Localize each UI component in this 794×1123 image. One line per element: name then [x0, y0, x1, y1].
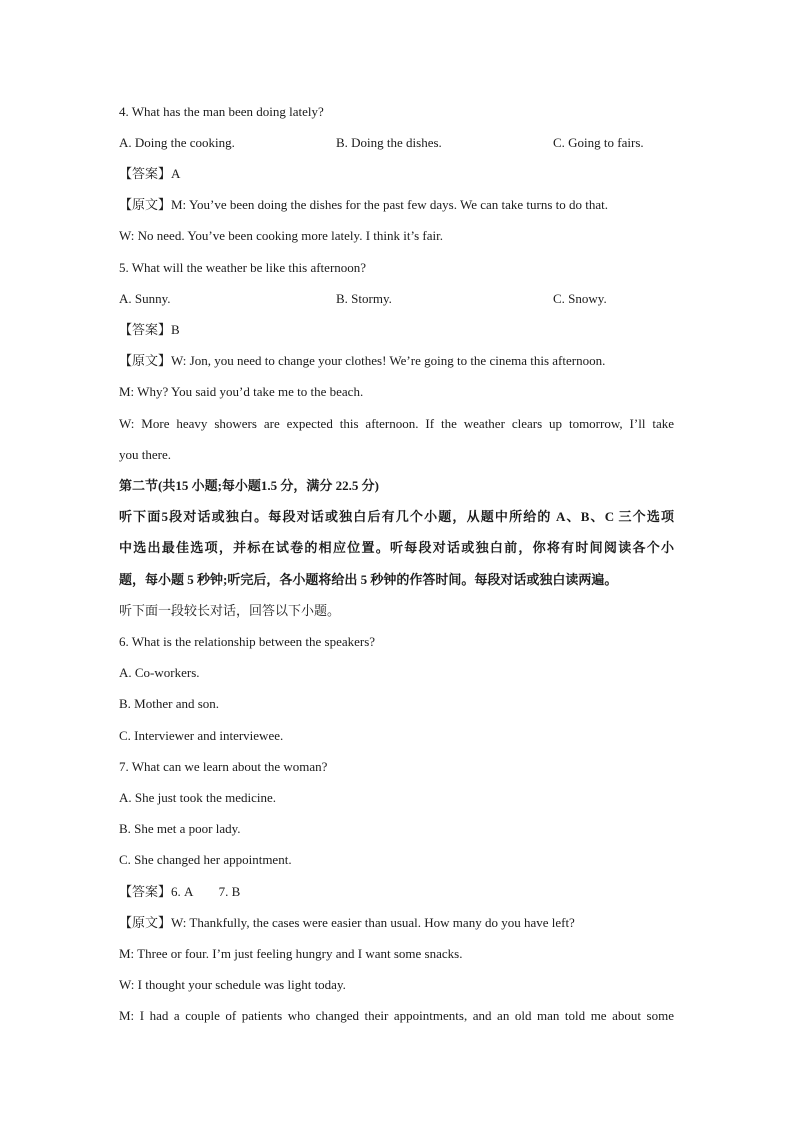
q6-option-b: B. Mother and son. — [119, 696, 220, 711]
question-5: 5. What will the weather be like this afternoon? — [119, 260, 367, 275]
q7-option-a: A. She just took the medicine. — [119, 790, 277, 805]
q5-transcript-line-3: W: More heavy showers are expected this afternoon. If the weather clears up tomorrow, I’ll take — [119, 416, 674, 431]
question-4: 4. What has the man been doing lately? — [119, 104, 324, 119]
q7-option-c: C. She changed her appointment. — [119, 852, 292, 867]
transcript-line-2: M: Three or four. I’m just feeling hungry and I want some snacks. — [119, 946, 463, 961]
section-2-instructions-1: 听下面5段对话或独白。每段对话或独白后有几个小题，从题中所给的 A、B、C 三个选项 — [119, 509, 674, 524]
q5-option-a: A. Sunny. — [119, 291, 171, 306]
q5-transcript-line-1: 【原文】W: Jon, you need to change your clothes! We’re going to the cinema this afternoon. — [119, 353, 606, 368]
q6-option-a: A. Co-workers. — [119, 665, 200, 680]
q5-option-b: B. Stormy. — [336, 291, 392, 306]
q5-option-c: C. Snowy. — [553, 291, 607, 306]
q5-transcript-line-4: you there. — [119, 447, 171, 462]
q5-answer: 【答案】B — [119, 322, 180, 337]
q4-option-c: C. Going to fairs. — [553, 135, 644, 150]
section-2-instructions-3: 题，每小题 5 秒钟;听完后，各小题将给出 5 秒钟的作答时间。每段对话或独白读两遍。 — [119, 572, 618, 587]
q5-transcript-line-2: M: Why? You said you’d take me to the beach. — [119, 384, 364, 399]
q4-answer: 【答案】A — [119, 166, 181, 181]
answers-6-7: 【答案】6. A 7. B — [119, 884, 241, 899]
q4-option-b: B. Doing the dishes. — [336, 135, 442, 150]
transcript-line-3: W: I thought your schedule was light today. — [119, 977, 346, 992]
transcript-line-4: M: I had a couple of patients who changed their appointments, and an old man told me about some — [119, 1008, 674, 1023]
q4-option-a: A. Doing the cooking. — [119, 135, 235, 150]
question-6: 6. What is the relationship between the speakers? — [119, 634, 376, 649]
section-2-heading: 第二节(共15 小题;每小题1.5 分，满分 22.5 分) — [119, 478, 379, 493]
transcript-line-1: 【原文】W: Thankfully, the cases were easier than usual. How many do you have left? — [119, 915, 575, 930]
q6-option-c: C. Interviewer and interviewee. — [119, 728, 284, 743]
q4-transcript-line-1: 【原文】M: You’ve been doing the dishes for the past few days. We can take turns to do that. — [119, 197, 609, 212]
q7-option-b: B. She met a poor lady. — [119, 821, 241, 836]
question-7: 7. What can we learn about the woman? — [119, 759, 328, 774]
q4-transcript-line-2: W: No need. You’ve been cooking more lately. I think it’s fair. — [119, 228, 443, 243]
section-2-instructions-2: 中选出最佳选项，并标在试卷的相应位置。听每段对话或独白前，你将有时间阅读各个小 — [119, 540, 674, 555]
dialogue-intro: 听下面一段较长对话，回答以下小题。 — [119, 603, 341, 618]
